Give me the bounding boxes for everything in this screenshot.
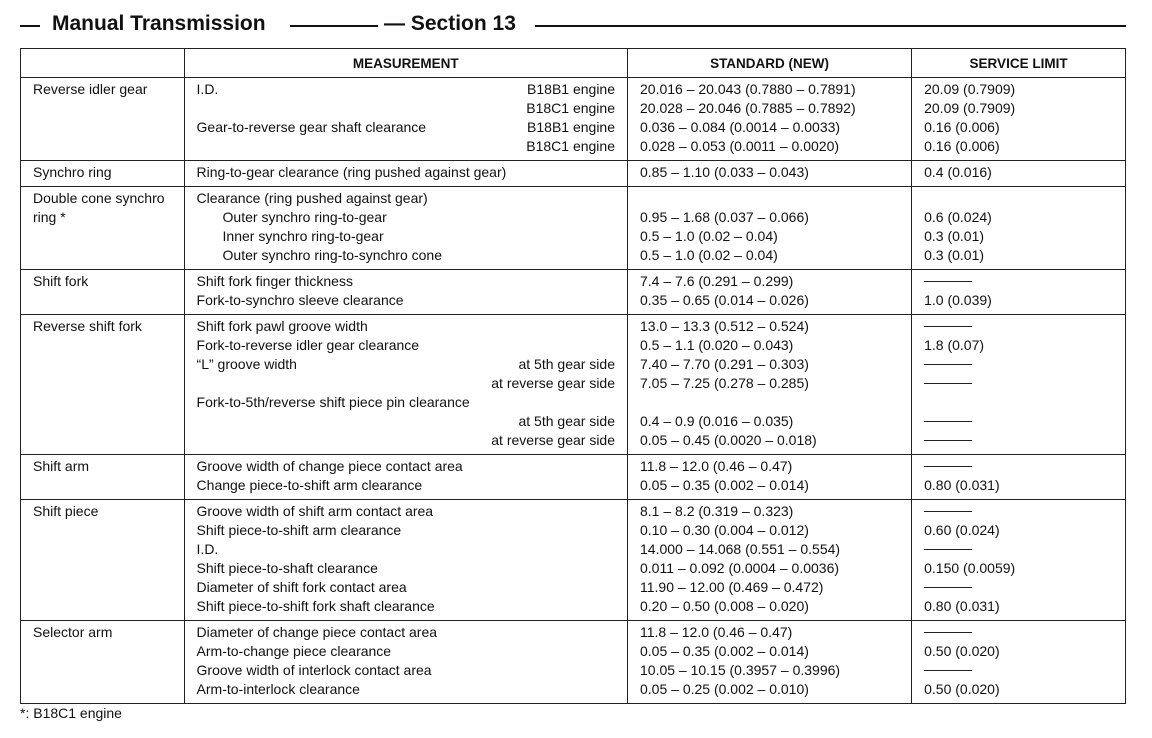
service-limit-none	[924, 540, 1125, 559]
standard-cell	[628, 270, 912, 315]
service-limit-value	[924, 189, 1125, 208]
measurement-label: Groove width of change piece contact area	[196, 458, 463, 474]
standard-cell	[628, 455, 912, 500]
header-section: — Section 13	[378, 10, 522, 38]
service-limit-value: 0.3 (0.01)	[924, 228, 985, 244]
dash-line	[924, 511, 972, 512]
measurement-line	[197, 597, 627, 616]
measurement-condition	[615, 642, 627, 661]
service-limit-none	[924, 431, 1125, 450]
table-row	[21, 315, 1126, 455]
measurement-condition	[615, 246, 627, 265]
standard-value: 0.85 – 1.10 (0.033 – 0.043)	[640, 164, 809, 180]
dash-line	[924, 632, 972, 633]
standard-value: 0.5 – 1.1 (0.020 – 0.043)	[640, 337, 794, 353]
measurement-condition: B18B1 engine	[527, 81, 615, 97]
service-limit-cell	[912, 315, 1126, 455]
standard-value: 0.05 – 0.35 (0.002 – 0.014)	[640, 643, 809, 659]
standard-value: 0.95 – 1.68 (0.037 – 0.066)	[640, 209, 809, 225]
measurement-line	[197, 208, 627, 227]
standard-value: 7.40 – 7.70 (0.291 – 0.303)	[640, 356, 809, 372]
component-name: Synchro ring	[21, 161, 185, 187]
standard-value: 13.0 – 13.3 (0.512 – 0.524)	[640, 318, 809, 334]
measurement-condition	[615, 540, 627, 559]
header-component	[21, 49, 185, 78]
table-row	[21, 187, 1126, 270]
standard-value: 20.028 – 20.046 (0.7885 – 0.7892)	[640, 100, 856, 116]
service-limit-cell	[912, 78, 1126, 161]
standard-value: 0.028 – 0.053 (0.0011 – 0.0020)	[640, 138, 840, 154]
dash-line	[924, 421, 972, 422]
measurement-line	[197, 476, 627, 495]
table-row	[21, 500, 1126, 621]
measurement-condition: B18B1 engine	[527, 119, 615, 135]
measurement-line	[197, 99, 627, 118]
standard-value: 11.90 – 12.00 (0.469 – 0.472)	[640, 579, 824, 595]
component-name: Shift piece	[21, 500, 185, 621]
measurement-condition	[615, 317, 627, 336]
measurement-label: I.D.	[196, 541, 219, 557]
measurement-label: Outer synchro ring-to-synchro cone	[222, 247, 442, 263]
measurement-condition: at 5th gear side	[518, 356, 615, 372]
measurement-line	[197, 118, 627, 137]
service-limit-value: 0.80 (0.031)	[924, 477, 1000, 493]
measurement-condition: at reverse gear side	[491, 375, 615, 391]
component-name: Double cone synchro ring *	[21, 187, 185, 270]
measurement-line	[197, 521, 627, 540]
standard-value: 0.20 – 0.50 (0.008 – 0.020)	[640, 598, 809, 614]
service-limit-value: 20.09 (0.7909)	[924, 100, 1016, 116]
standard-value: 0.35 – 0.65 (0.014 – 0.026)	[640, 292, 809, 308]
standard-cell	[628, 187, 912, 270]
service-limit-value: 0.50 (0.020)	[924, 643, 1000, 659]
standard-value: 0.5 – 1.0 (0.02 – 0.04)	[640, 228, 778, 244]
header-rule-middle	[290, 25, 390, 27]
service-limit-value: 0.16 (0.006)	[924, 138, 1000, 154]
service-limit-value: 0.50 (0.020)	[924, 681, 1000, 697]
measurement-line	[197, 431, 627, 450]
service-limit-none	[924, 317, 1125, 336]
measurement-label: “L” groove width	[196, 356, 297, 372]
measurement-condition	[615, 227, 627, 246]
standard-value: 0.036 – 0.084 (0.0014 – 0.0033)	[640, 119, 841, 135]
header-rule-left	[20, 25, 40, 27]
table-row	[21, 78, 1126, 161]
footnote: *: B18C1 engine	[20, 705, 122, 721]
standard-value: 0.05 – 0.25 (0.002 – 0.010)	[640, 681, 809, 697]
table-row	[21, 161, 1126, 187]
table-row	[21, 270, 1126, 315]
service-limit-value: 1.0 (0.039)	[924, 292, 992, 308]
measurement-cell	[184, 621, 627, 704]
measurement-condition	[615, 291, 627, 310]
measurement-condition	[615, 457, 627, 476]
service-limit-value: 0.3 (0.01)	[924, 247, 985, 263]
measurement-line	[197, 457, 627, 476]
measurement-condition	[615, 189, 627, 208]
measurement-cell	[184, 270, 627, 315]
measurement-line	[197, 317, 627, 336]
measurement-label: Groove width of interlock contact area	[196, 662, 432, 678]
measurement-condition: at 5th gear side	[518, 413, 615, 429]
measurement-label: Groove width of shift arm contact area	[196, 503, 434, 519]
component-name: Reverse shift fork	[21, 315, 185, 455]
measurement-cell	[184, 500, 627, 621]
component-name: Shift fork	[21, 270, 185, 315]
measurement-line	[197, 412, 627, 431]
measurement-line	[197, 374, 627, 393]
service-limit-value: 1.8 (0.07)	[924, 337, 985, 353]
service-limit-none	[924, 578, 1125, 597]
measurement-condition	[615, 502, 627, 521]
measurement-cell	[184, 455, 627, 500]
standard-value: 0.5 – 1.0 (0.02 – 0.04)	[640, 247, 778, 263]
measurement-cell	[184, 78, 627, 161]
measurement-condition	[615, 680, 627, 699]
dash-line	[924, 587, 972, 588]
standard-value: 14.000 – 14.068 (0.551 – 0.554)	[640, 541, 841, 557]
standard-value: 20.016 – 20.043 (0.7880 – 0.7891)	[640, 81, 856, 97]
service-limit-value: 20.09 (0.7909)	[924, 81, 1016, 97]
standard-value: 0.011 – 0.092 (0.0004 – 0.0036)	[640, 560, 840, 576]
measurement-line	[197, 246, 627, 265]
measurement-condition	[615, 578, 627, 597]
standard-value: 0.10 – 0.30 (0.004 – 0.012)	[640, 522, 809, 538]
header-measurement: MEASUREMENT	[184, 49, 627, 78]
header-service-limit: SERVICE LIMIT	[912, 49, 1126, 78]
measurement-label: Inner synchro ring-to-gear	[222, 228, 384, 244]
standard-cell	[628, 78, 912, 161]
measurement-label: Shift piece-to-shift arm clearance	[196, 522, 402, 538]
measurement-line	[197, 336, 627, 355]
measurement-label: Gear-to-reverse gear shaft clearance	[196, 119, 427, 135]
service-limit-none	[924, 412, 1125, 431]
dash-line	[924, 466, 972, 467]
measurement-line	[197, 642, 627, 661]
measurement-condition	[615, 336, 627, 355]
service-limit-cell	[912, 455, 1126, 500]
dash-line	[924, 364, 972, 365]
service-limit-none	[924, 661, 1125, 680]
service-limit-none	[924, 502, 1125, 521]
service-limit-value: 0.80 (0.031)	[924, 598, 1000, 614]
measurement-line	[197, 578, 627, 597]
standard-value: 11.8 – 12.0 (0.46 – 0.47)	[640, 624, 793, 640]
measurement-cell	[184, 161, 627, 187]
measurement-label: Fork-to-5th/reverse shift piece pin clearance	[196, 394, 470, 410]
measurement-line	[197, 623, 627, 642]
measurement-condition	[615, 623, 627, 642]
measurement-label: Arm-to-change piece clearance	[196, 643, 392, 659]
component-name: Selector arm	[21, 621, 185, 704]
service-limit-cell	[912, 500, 1126, 621]
measurement-line	[197, 355, 627, 374]
measurement-condition	[615, 476, 627, 495]
measurement-condition	[615, 393, 627, 412]
measurement-line	[197, 291, 627, 310]
measurement-line	[197, 272, 627, 291]
measurement-line	[197, 163, 627, 182]
measurement-condition: B18C1 engine	[526, 100, 615, 116]
standard-value	[640, 393, 911, 412]
standard-value: 7.05 – 7.25 (0.278 – 0.285)	[640, 375, 809, 391]
measurement-label: Shift fork pawl groove width	[196, 318, 368, 334]
measurement-condition	[615, 661, 627, 680]
standard-cell	[628, 161, 912, 187]
dash-line	[924, 383, 972, 384]
measurement-line	[197, 661, 627, 680]
service-limit-none	[924, 355, 1125, 374]
standard-value: 11.8 – 12.0 (0.46 – 0.47)	[640, 458, 793, 474]
dash-line	[924, 326, 972, 327]
measurement-line	[197, 189, 627, 208]
service-limit-cell	[912, 187, 1126, 270]
measurement-line	[197, 540, 627, 559]
measurement-condition	[615, 521, 627, 540]
measurement-condition: B18C1 engine	[526, 138, 615, 154]
measurement-condition	[615, 272, 627, 291]
dash-line	[924, 549, 972, 550]
table-header-row	[21, 49, 1126, 78]
service-limit-value: 0.60 (0.024)	[924, 522, 1000, 538]
measurement-condition	[615, 559, 627, 578]
header-rule-right	[535, 25, 1126, 27]
component-name: Reverse idler gear	[21, 78, 185, 161]
service-limit-value: 0.150 (0.0059)	[924, 560, 1016, 576]
service-limit-cell	[912, 270, 1126, 315]
measurement-label: Outer synchro ring-to-gear	[222, 209, 387, 225]
standard-cell	[628, 500, 912, 621]
measurement-line	[197, 502, 627, 521]
measurement-label: Shift piece-to-shift fork shaft clearance	[196, 598, 435, 614]
dash-line	[924, 670, 972, 671]
standard-value: 0.4 – 0.9 (0.016 – 0.035)	[640, 413, 794, 429]
standard-value: 0.05 – 0.45 (0.0020 – 0.018)	[640, 432, 817, 448]
service-limit-value: 0.6 (0.024)	[924, 209, 992, 225]
dash-line	[924, 440, 972, 441]
standard-cell	[628, 315, 912, 455]
service-limit-none	[924, 374, 1125, 393]
service-limit-cell	[912, 161, 1126, 187]
standard-value	[640, 189, 911, 208]
service-limit-cell	[912, 621, 1126, 704]
standard-value: 7.4 – 7.6 (0.291 – 0.299)	[640, 273, 794, 289]
standard-value: 8.1 – 8.2 (0.319 – 0.323)	[640, 503, 794, 519]
table-row	[21, 621, 1126, 704]
measurement-label: Diameter of change piece contact area	[196, 624, 438, 640]
dash-line	[924, 281, 972, 282]
header-title: Manual Transmission	[46, 10, 272, 38]
measurement-line	[197, 80, 627, 99]
standard-value: 10.05 – 10.15 (0.3957 – 0.3996)	[640, 662, 841, 678]
service-limit-value: 0.16 (0.006)	[924, 119, 1000, 135]
measurement-label: Clearance (ring pushed against gear)	[196, 190, 428, 206]
component-name: Shift arm	[21, 455, 185, 500]
measurement-label: Shift piece-to-shaft clearance	[196, 560, 378, 576]
measurement-line	[197, 227, 627, 246]
measurement-line	[197, 137, 627, 156]
measurement-cell	[184, 315, 627, 455]
measurement-cell	[184, 187, 627, 270]
measurement-label: Fork-to-synchro sleeve clearance	[196, 292, 404, 308]
measurement-line	[197, 680, 627, 699]
measurement-label: Diameter of shift fork contact area	[196, 579, 407, 595]
standard-cell	[628, 621, 912, 704]
measurement-label: I.D.	[196, 81, 219, 97]
measurement-label: Ring-to-gear clearance (ring pushed against gear)	[196, 164, 507, 180]
measurement-condition	[615, 597, 627, 616]
measurement-line	[197, 559, 627, 578]
table-body	[21, 78, 1126, 704]
measurement-condition: at reverse gear side	[491, 432, 615, 448]
measurement-label: Change piece-to-shift arm clearance	[196, 477, 423, 493]
standard-value: 0.05 – 0.35 (0.002 – 0.014)	[640, 477, 809, 493]
service-limit-none	[924, 457, 1125, 476]
spec-table	[20, 48, 1126, 704]
measurement-label: Shift fork finger thickness	[196, 273, 353, 289]
service-limit-value: 0.4 (0.016)	[924, 164, 992, 180]
service-limit-value	[924, 393, 1125, 412]
measurement-label: Fork-to-reverse idler gear clearance	[196, 337, 420, 353]
measurement-label: Arm-to-interlock clearance	[196, 681, 360, 697]
service-limit-none	[924, 272, 1125, 291]
measurement-condition	[615, 163, 627, 182]
service-limit-none	[924, 623, 1125, 642]
header-standard: STANDARD (NEW)	[628, 49, 912, 78]
table-row	[21, 455, 1126, 500]
measurement-line	[197, 393, 627, 412]
measurement-condition	[615, 208, 627, 227]
